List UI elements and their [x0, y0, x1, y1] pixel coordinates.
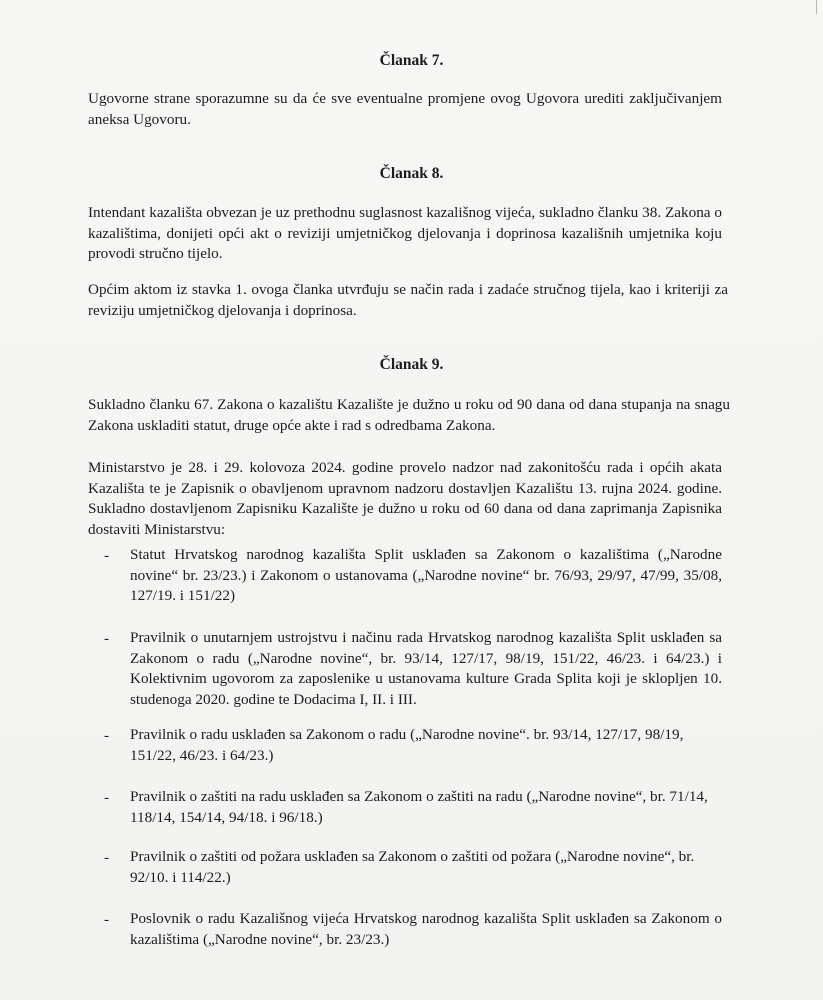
article-7-heading: Članak 7.: [379, 52, 444, 69]
list-item-statut: Statut Hrvatskog narodnog kazališta Split usklađen sa Zakonom o kazalištima („Narodne novine“ br. 23/23.) i Zakonom o ustanovama („Narodne novine“ br. 76/93, 29/97, 47/99, 35/08, 127/19. i 151/22): [130, 546, 722, 604]
bullet-marker: -: [104, 911, 110, 928]
article-8-paragraph-2: Općim aktom iz stavka 1. ovoga članka utvrđuju se način rada i zadaće stručnog tijela, kao i kriteriji za reviziju umjetničkog djelovanja i doprinosa.: [88, 281, 728, 319]
article-8-paragraph-1: Intendant kazališta obvezan je uz prethodnu suglasnost kazališnog vijeća, sukladno članku 38. Zakona o kazalištima, donijeti opći akt o reviziji umjetničkog djelovanja i doprinosa kazališnih umjetnika koju provodi stručno tijelo.: [88, 204, 722, 262]
list-item-poslovnik: Poslovnik o radu Kazališnog vijeća Hrvatskog narodnog kazališta Split usklađen sa Zakonom o kazalištima („Narodne novine“, br. 23/23.): [130, 910, 722, 948]
list-item-pravilnik-ustrojstvo: Pravilnik o unutarnjem ustrojstvu i načinu rada Hrvatskog narodnog kazališta Split usklađen sa Zakonom o radu („Narodne novine“, br. 93/14, 127/17, 98/19, 151/22, 46/23. i 64/23.) i Kolektivnim ugovorom za zaposlenike u ustanovama kulture Grada Splita koji je sklopljen 10. studenoga 2020. godine te Dodacima I, II. i III.: [130, 629, 722, 708]
article-7-paragraph-1: Ugovorne strane sporazumne su da će sve eventualne promjene ovog Ugovora urediti zaključivanjem aneksa Ugovoru.: [88, 90, 722, 128]
list-item-pravilnik-rad: Pravilnik o radu usklađen sa Zakonom o radu („Narodne novine“. br. 93/14, 127/17, 98/19, 151/22, 46/23. i 64/23.): [130, 726, 684, 764]
article-9-heading: Članak 9.: [379, 356, 444, 373]
article-9-paragraph-1: Sukladno članku 67. Zakona o kazalištu Kazalište je dužno u roku od 90 dana od dana stupanja na snagu Zakona uskladiti statut, druge opće akte i rad s odredbama Zakona.: [88, 396, 730, 434]
bullet-marker: -: [104, 630, 110, 647]
article-8-heading: Članak 8.: [379, 165, 444, 182]
bullet-marker: -: [104, 727, 110, 744]
bullet-marker: -: [104, 849, 110, 866]
article-9-paragraph-2: Ministarstvo je 28. i 29. kolovoza 2024. godine provelo nadzor nad zakonitošću rada i općih akata Kazališta te je Zapisnik o obavljenom upravnom nadzoru dostavljen Kazalištu 13. rujna 2024. godine. Sukladno dostavljenom Zapisniku Kazalište je dužno u roku od 60 dana od dana zaprimanja Zapisnika dostaviti Ministarstvu:: [88, 459, 722, 538]
page-edge-line: [816, 0, 817, 14]
bullet-marker: -: [104, 547, 110, 564]
list-item-pravilnik-zastita-rad: Pravilnik o zaštiti na radu usklađen sa Zakonom o zaštiti na radu („Narodne novine“, br. 71/14, 118/14, 154/14, 94/18. i 96/18.): [130, 788, 708, 826]
list-item-pravilnik-pozar: Pravilnik o zaštiti od požara usklađen sa Zakonom o zaštiti od požara („Narodne novine“, br. 92/10. i 114/22.): [130, 848, 695, 886]
bullet-marker: -: [104, 789, 110, 806]
